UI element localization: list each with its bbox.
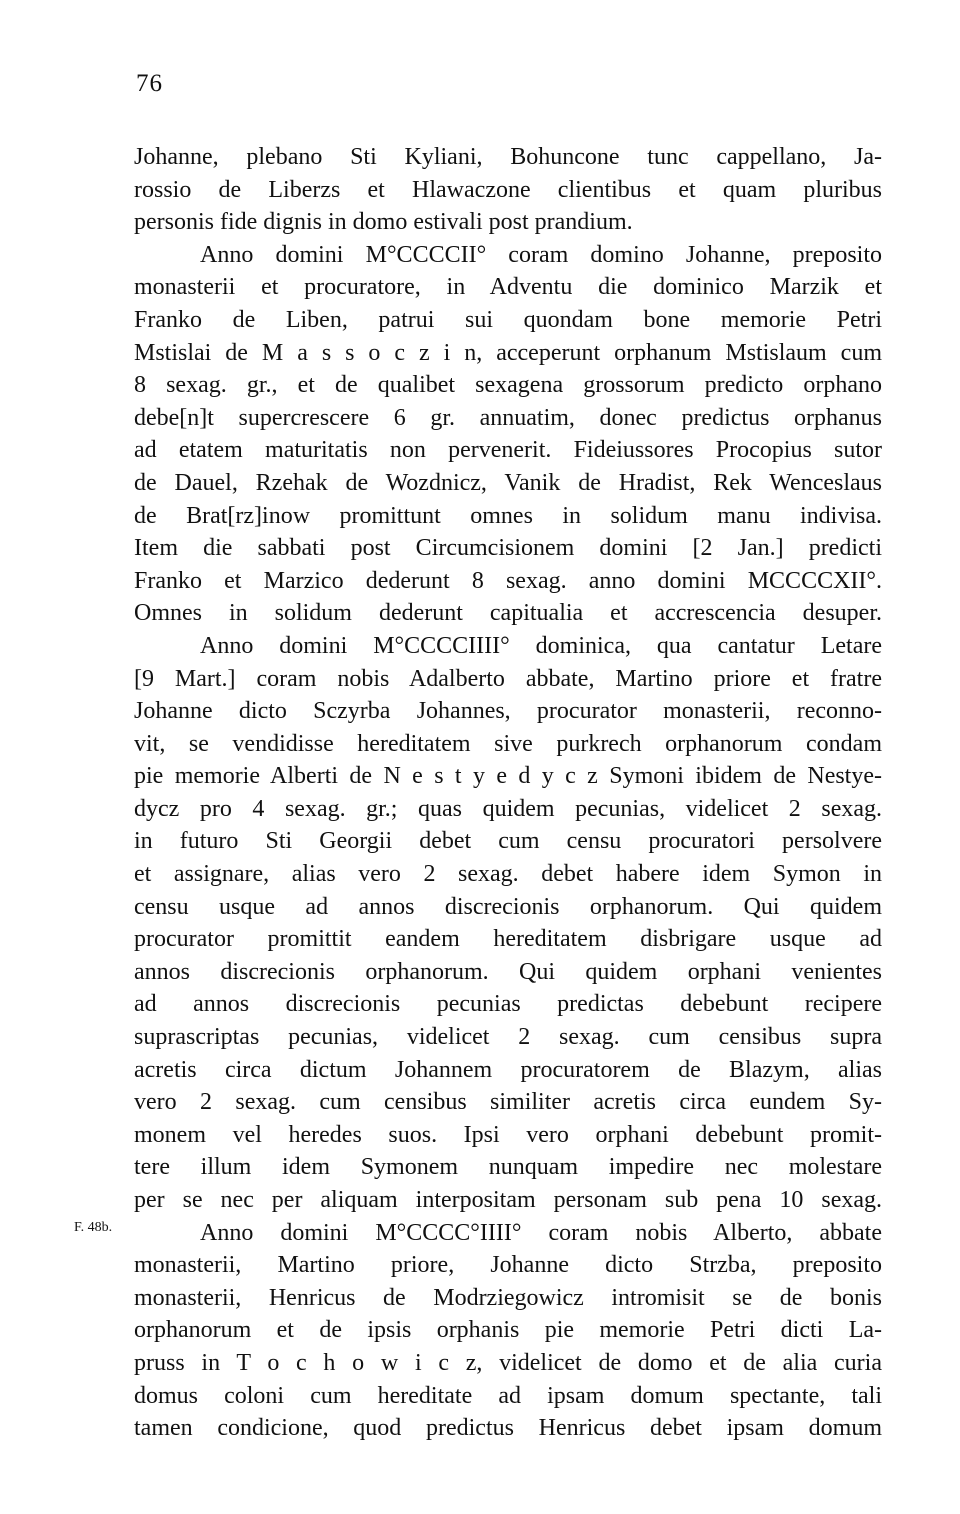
- text-line: acretis circa dictum Johannem procuratorem de Blazym, alias: [134, 1056, 882, 1083]
- text-line: monem vel heredes suos. Ipsi vero orphani debebunt promit-: [134, 1121, 882, 1148]
- text-line: 8 sexag. gr., et de qualibet sexagena grossorum predicto orphano: [134, 372, 882, 399]
- text-line: Mstislai de M a s s o c z i n, acceperunt orphanum Mstislaum cum: [134, 339, 882, 366]
- text-line: ad annos discrecionis pecunias predictas debebunt recipere: [134, 991, 882, 1018]
- text-line: Franko et Marzico dederunt 8 sexag. anno domini MCCCCXII°.: [134, 567, 882, 594]
- text-line: pie memorie Alberti de N e s t y e d y c z Symoni ibidem de Nestye-: [134, 763, 882, 790]
- text-line: vit, se vendidisse hereditatem sive purkrech orphanorum condam: [134, 730, 882, 757]
- text-line: Omnes in solidum dederunt capitualia et accrescencia desuper.: [134, 600, 882, 627]
- text-line: Item die sabbati post Circumcisionem domini [2 Jan.] predicti: [134, 535, 882, 562]
- text-line: per se nec per aliquam interpositam personam sub pena 10 sexag.: [134, 1187, 882, 1213]
- text-line: ad etatem maturitatis non pervenerit. Fideiussores Procopius sutor: [134, 437, 882, 464]
- text-line: in futuro Sti Georgii debet cum censu procuratori persolvere: [134, 828, 882, 855]
- text-line: domus coloni cum hereditate ad ipsam domum spectante, tali: [134, 1382, 882, 1409]
- text-line: Anno domini M°CCCCIIII° dominica, qua cantatur Letare: [200, 632, 882, 659]
- text-line: Franko de Liben, patrui sui quondam bone memorie Petri: [134, 306, 882, 333]
- text-line: monasterii, Henricus de Modrziegowicz intromisit se de bonis: [134, 1284, 882, 1311]
- text-line: et assignare, alias vero 2 sexag. debet habere idem Symon in: [134, 861, 882, 888]
- text-line: de Dauel, Rzehak de Wozdnicz, Vanik de Hradist, Rek Wenceslaus: [134, 469, 882, 496]
- page-number: 76: [136, 70, 163, 97]
- text-line: tamen condicione, quod predictus Henricus debet ipsam domum: [134, 1415, 882, 1442]
- text-line: tere illum idem Symonem nunquam impedire nec molestare: [134, 1154, 882, 1181]
- text-line: Anno domini M°CCCC°IIII° coram nobis Alberto, abbate: [200, 1219, 882, 1246]
- text-line: de Brat[rz]inow promittunt omnes in solidum manu indivisa.: [134, 502, 882, 529]
- text-line: Anno domini M°CCCCII° coram domino Johanne, preposito: [200, 241, 882, 268]
- text-line: orphanorum et de ipsis orphanis pie memorie Petri dicti La-: [134, 1317, 882, 1344]
- text-line: monasterii et procuratore, in Adventu die dominico Marzik et: [134, 274, 882, 301]
- document-body: [134, 141, 882, 1445]
- text-line: monasterii, Martino priore, Johanne dicto Strzba, preposito: [134, 1252, 882, 1279]
- text-line: personis fide dignis in domo estivali post prandium.: [134, 209, 633, 236]
- text-line: debe[n]t supercrescere 6 gr. annuatim, donec predictus orphanus: [134, 404, 882, 431]
- text-line: Johanne, plebano Sti Kyliani, Bohuncone tunc cappellano, Ja-: [134, 144, 882, 170]
- text-line: Johanne dicto Sczyrba Johannes, procurator monasterii, reconno-: [134, 698, 882, 725]
- folio-margin-note: F. 48b.: [74, 1220, 113, 1235]
- text-line: [9 Mart.] coram nobis Adalberto abbate, Martino priore et fratre: [134, 665, 882, 692]
- text-line: suprascriptas pecunias, videlicet 2 sexag. cum censibus supra: [134, 1024, 882, 1051]
- text-line: vero 2 sexag. cum censibus similiter acretis circa eundem Sy-: [134, 1089, 882, 1116]
- text-line: pruss in T o c h o w i c z, videlicet de domo et de alia curia: [134, 1349, 882, 1376]
- text-line: censu usque ad annos discrecionis orphanorum. Qui quidem: [134, 893, 882, 920]
- text-line: annos discrecionis orphanorum. Qui quidem orphani venientes: [134, 958, 882, 985]
- text-line: dycz pro 4 sexag. gr.; quas quidem pecunias, videlicet 2 sexag.: [134, 795, 882, 822]
- text-line: procurator promittit eandem hereditatem disbrigare usque ad: [134, 926, 882, 953]
- text-line: rossio de Liberzs et Hlawaczone clientibus et quam pluribus: [134, 176, 882, 203]
